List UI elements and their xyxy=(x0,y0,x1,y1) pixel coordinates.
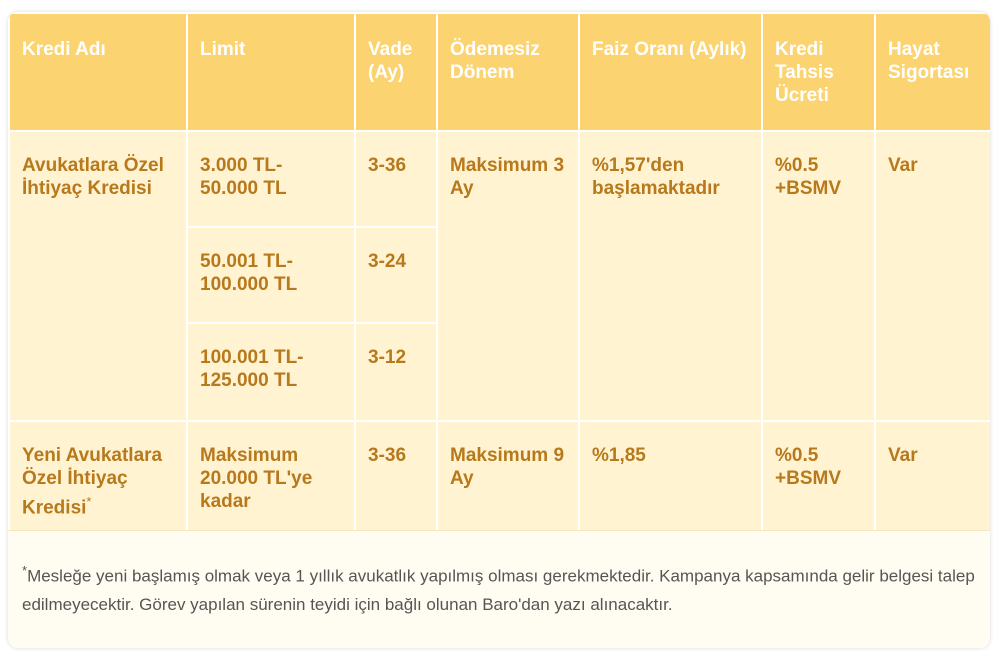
loan-term: 3-12 xyxy=(355,323,437,421)
loan-limit: Maksimum 20.000 TL'ye kadar xyxy=(187,421,355,539)
footnote xyxy=(8,530,990,648)
header-grace: Ödemesiz Dönem xyxy=(437,13,579,131)
loan-fee: %0.5 +BSMV xyxy=(762,421,875,539)
loan-rate: %1,57'den başlamaktadır xyxy=(579,131,762,421)
loan-limit: 3.000 TL- 50.000 TL xyxy=(187,131,355,227)
loan-insurance: Var xyxy=(875,131,990,421)
loan-name: Avukatlara Özel İhtiyaç Kredisi xyxy=(9,131,187,421)
loan-limit: 100.001 TL- 125.000 TL xyxy=(187,323,355,421)
loan-rate: %1,85 xyxy=(579,421,762,539)
header-rate: Faiz Oranı (Aylık) xyxy=(579,13,762,131)
loan-grace: Maksimum 9 Ay xyxy=(437,421,579,539)
header-name: Kredi Adı xyxy=(9,13,187,131)
footnote-text: Mesleğe yeni başlamış olmak veya 1 yıllık avukatlık yapılmış olması gerekmektedir. Kampanya kapsamında gelir belgesi talep edilmeyecektir. Görev yapılan sürenin teyidi için bağlı olunan Baro'dan yazı alınacaktır. xyxy=(22,566,975,614)
loan-fee: %0.5 +BSMV xyxy=(762,131,875,421)
loan-term: 3-24 xyxy=(355,227,437,323)
loan-table-card xyxy=(8,12,990,648)
header-limit: Limit xyxy=(187,13,355,131)
footnote-mark: * xyxy=(22,563,28,578)
loan-term: 3-36 xyxy=(355,421,437,539)
footnote-mark: * xyxy=(86,494,92,509)
loan-grace: Maksimum 3 Ay xyxy=(437,131,579,421)
table-row xyxy=(9,131,990,227)
table-row xyxy=(9,421,990,539)
loan-limit: 50.001 TL- 100.000 TL xyxy=(187,227,355,323)
loan-table xyxy=(8,12,990,540)
loan-name: Yeni Avukatlara Özel İhtiyaç Kredisi xyxy=(22,445,163,519)
header-insurance: Hayat Sigortası xyxy=(875,13,990,131)
header-row xyxy=(9,13,990,131)
loan-term: 3-36 xyxy=(355,131,437,227)
loan-insurance: Var xyxy=(875,421,990,539)
header-fee: Kredi Tahsis Ücreti xyxy=(762,13,875,131)
header-term: Vade (Ay) xyxy=(355,13,437,131)
loan-name-cell xyxy=(9,421,187,539)
